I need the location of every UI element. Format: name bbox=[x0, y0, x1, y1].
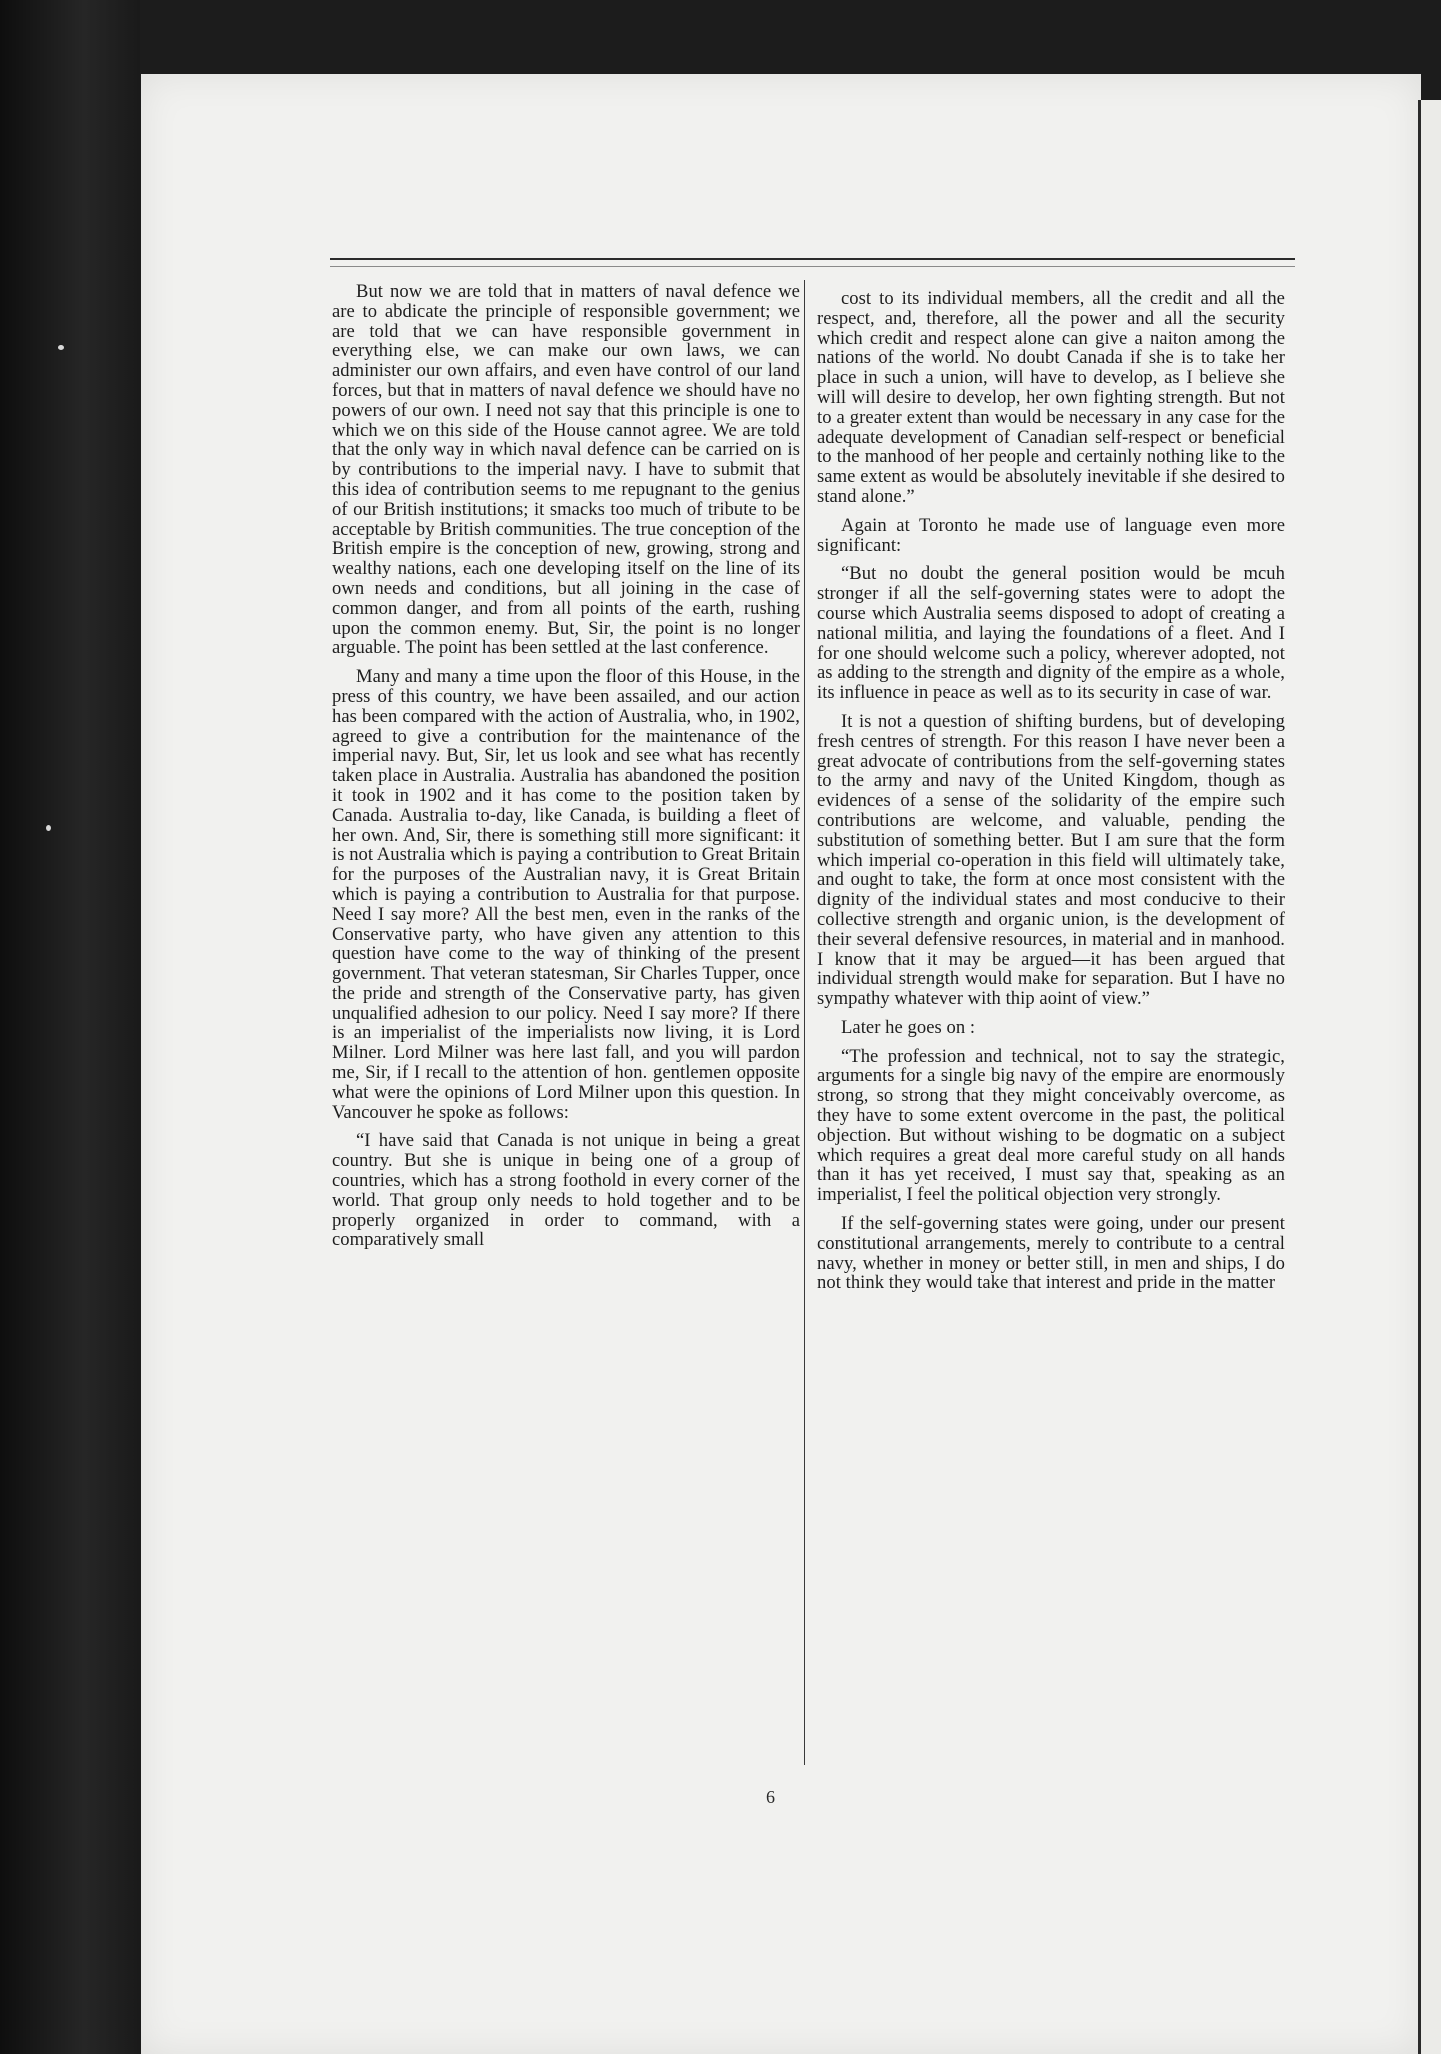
paragraph: Again at Toronto he made use of language even more significant: bbox=[817, 514, 1285, 556]
paragraph: It is not a question of shifting burdens, but of developing fresh centres of strength. For this reason I have never been a great advocate of contributions from the self-governing states to the army and navy of the United Kingdom, though as evidences of a sense of the solidarity of the empire such contributions are welcome, and valuable, pending the substitution of something better. But I am sure that the form which imperial co-operation in this field will ultimately take, and ought to take, the form at once most consistent with the dignity of the individual states and most conducive to their collective strength and organic union, is the development of their several defensive resources, in material and in manhood. I know that it may be argued—it has been argued that individual strength would make for separation. But I have no sympathy whatever with thip aoint of view.” bbox=[817, 710, 1285, 1010]
paragraph: “But no doubt the general position would be mcuh stronger if all the self-governing states were to adopt the course which Australia seems disposed to adopt of creating a national militia, and laying the foundations of a fleet. And I for one should welcome such a policy, wherever adopted, not as adding to the strength and dignity of the empire as a whole, its influence in peace as well as to its security in case of war. bbox=[817, 563, 1285, 704]
scan-speck bbox=[58, 345, 64, 350]
paragraph: If the self-governing states were going, under our present constitutional arrangements, merely to contribute to a central navy, whether in money or better still, in men and ships, I do not think they would take that interest and pride in the matter bbox=[817, 1213, 1285, 1294]
paragraph: cost to its individual members, all the credit and all the respect, and, therefore, all the power and all the security which credit and respect alone can give a naiton among the nations of the world. No doubt Canada if she is to take her place in such a union, will have to develop, as I believe she will will desire to develop, her own fighting strength. But not to a greater extent than would be necessary in any case for the adequate development of Canadian self-respect or beneficial to the manhood of her people and certainly nothing like to the same extent as would be absolutely inevitable if she desired to stand alone.” bbox=[817, 288, 1285, 507]
paragraph: Many and many a time upon the floor of this House, in the press of this country, we have been assailed, and our action has been compared with the action of Australia, who, in 1902, agreed to give a contribution for the maintenance of the imperial navy. But, Sir, let us look and see what has recently taken place in Australia. Australia has abandoned the position it took in 1902 and it has come to the position taken by Canada. Australia to-day, like Canada, is building a fleet of her own. And, Sir, there is something still more significant: it is not Australia which is paying a contribution to Great Britain for the purposes of the Australian navy, it is Great Britain which is paying a contribution to Australia for that purpose. Need I say more? All the best men, even in the ranks of the Conservative party, who have given any attention to this question have come to the way of thinking of the present government. That veteran statesman, Sir Charles Tupper, once the pride and strength of the Conservative party, has given unqualified adhesion to our policy. Need I say more? If there is an imperialist of the imperialists now living, it is Lord Milner. Lord Milner was here last fall, and you will pardon me, Sir, if I recall to the attention of hon. gentlemen opposite what were the opinions of Lord Milner upon this question. In Vancouver he spoke as follows: bbox=[332, 666, 800, 1123]
header-rule bbox=[330, 258, 1295, 260]
text-column-left bbox=[332, 282, 800, 1259]
paragraph: But now we are told that in matters of naval defence we are to abdicate the principle of responsible government; we are told that we can have responsible government in everything else, we can make our own laws, we can administer our own affairs, and even have control of our land forces, but that in matters of naval defence we should have no powers of our own. I need not say that this principle is one to which we on this side of the House cannot agree. We are told that the only way in which naval defence can be carried on is by contributions to the imperial navy. I have to submit that this idea of contribution seems to me repugnant to the genius of our British institutions; it smacks too much of tribute to be acceptable by British communities. The true conception of the British empire is the conception of new, growing, strong and wealthy nations, each one developing itself on the line of its own needs and conditions, but all joining in the case of common danger, and from all points of the earth, rushing upon the common enemy. But, Sir, the point is no longer arguable. The point has been settled at the last conference. bbox=[332, 281, 800, 659]
scan-speck bbox=[46, 825, 51, 831]
paragraph: “I have said that Canada is not unique in being a great country. But she is unique in being one of a group of countries, which has a strong foothold in every corner of the world. That group only needs to hold together and to be properly organized in order to command, with a comparatively small bbox=[332, 1130, 800, 1251]
header-rule-thin bbox=[330, 266, 1295, 267]
text-column-right bbox=[817, 289, 1285, 1302]
adjacent-page-edge bbox=[1418, 100, 1441, 2054]
page-number: 6 bbox=[766, 1787, 775, 1807]
paragraph: “The profession and technical, not to say the strategic, arguments for a single big navy of the empire are enormously strong, so strong that they might conceivably overcome, as they have to some extent overcome in the past, the political objection. But without wishing to be dogmatic on a subject which requires a great deal more careful study on all hands than it has yet received, I must say that, speaking as an imperialist, I feel the political objection very strongly. bbox=[817, 1045, 1285, 1206]
scan-background-left bbox=[0, 0, 140, 2054]
paragraph: Later he goes on : bbox=[841, 1016, 976, 1038]
column-divider bbox=[804, 280, 805, 1765]
